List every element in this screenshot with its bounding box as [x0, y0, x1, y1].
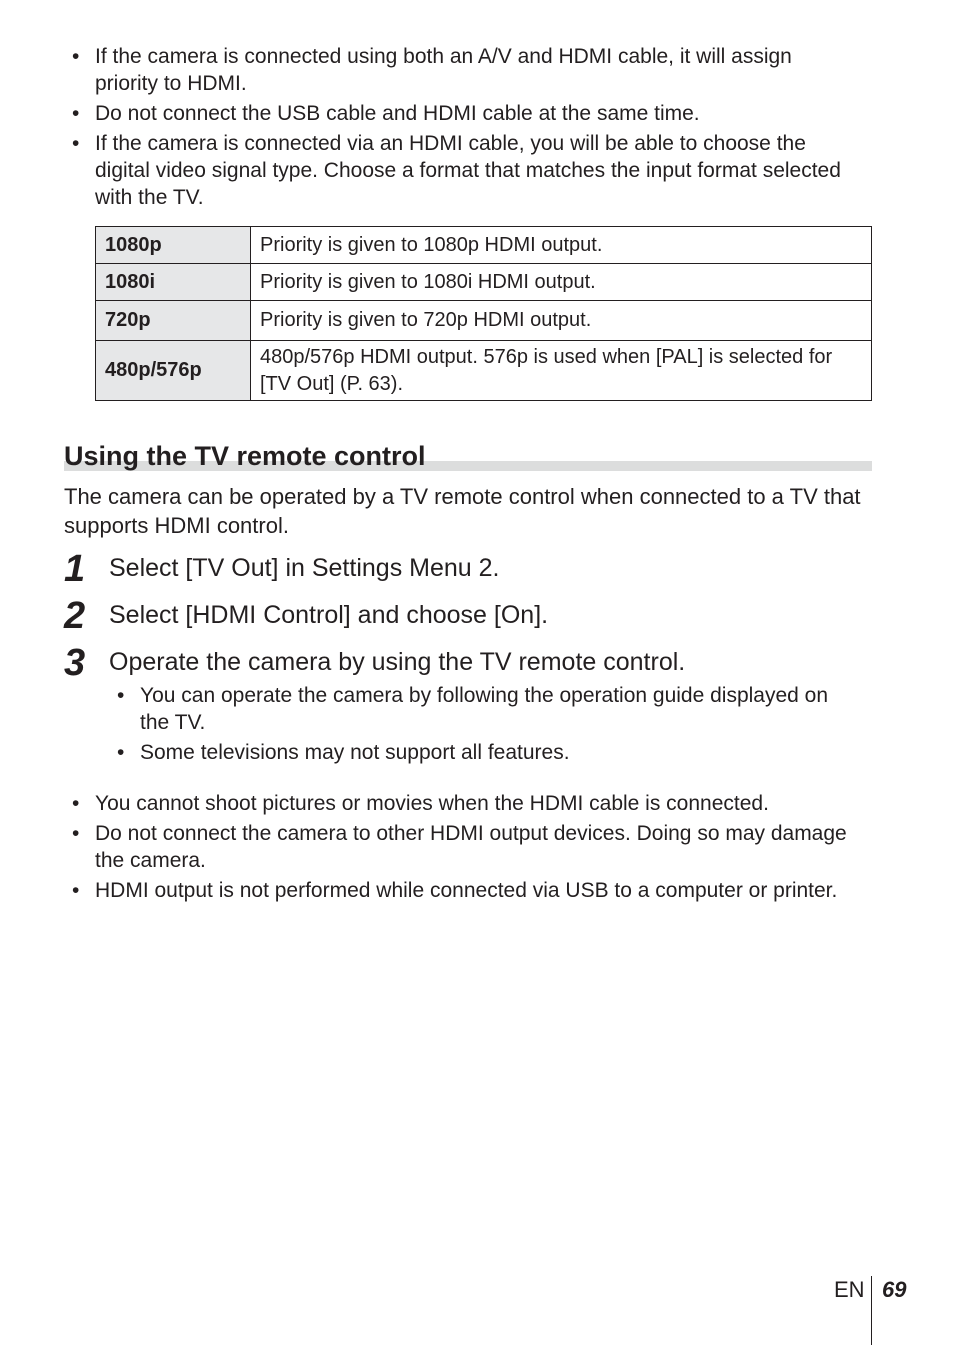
- list-item: [64, 820, 854, 874]
- bullet: •: [117, 741, 125, 764]
- bullet: •: [117, 684, 125, 707]
- list-item: [64, 877, 854, 904]
- bullet: •: [72, 879, 80, 902]
- step-3-notes-list: [109, 682, 859, 769]
- format-key: 1080p: [96, 227, 251, 264]
- section-title: Using the TV remote control: [64, 441, 426, 471]
- format-key: 1080i: [96, 264, 251, 301]
- list-item: [64, 100, 854, 127]
- hdmi-notes-list: [64, 43, 854, 214]
- bullet: •: [72, 45, 80, 68]
- format-description: Priority is given to 1080i HDMI output.: [251, 264, 872, 301]
- format-description: Priority is given to 720p HDMI output.: [251, 301, 872, 341]
- note-text: HDMI output is not performed while connected via USB to a computer or printer.: [95, 879, 838, 902]
- hdmi-format-table: [95, 226, 872, 401]
- note-text: You cannot shoot pictures or movies when the HDMI cable is connected.: [95, 792, 769, 815]
- step-text: Select [HDMI Control] and choose [On].: [109, 601, 549, 629]
- list-item: [64, 790, 854, 817]
- step-number: 3: [64, 642, 86, 684]
- format-key: 480p/576p: [96, 341, 251, 401]
- list-item: [64, 43, 854, 97]
- format-key: 720p: [96, 301, 251, 341]
- step-text: Select [TV Out] in Settings Menu 2.: [109, 554, 500, 582]
- list-item: [64, 130, 854, 211]
- note-text: You can operate the camera by following the operation guide displayed on the TV.: [140, 684, 829, 734]
- footer-divider: [871, 1276, 872, 1345]
- table-row: [96, 341, 872, 401]
- format-description: 480p/576p HDMI output. 576p is used when [PAL] is selected for [TV Out] (P. 63).: [251, 341, 872, 401]
- note-text: Do not connect the camera to other HDMI output devices. Doing so may damage the camera.: [95, 822, 847, 872]
- list-item: [109, 682, 859, 736]
- note-text: If the camera is connected using both an A/V and HDMI cable, it will assign priority to HDMI.: [95, 45, 792, 95]
- bullet: •: [72, 792, 80, 815]
- footer-language: EN: [834, 1277, 865, 1302]
- table-row: [96, 227, 872, 264]
- step-text: Operate the camera by using the TV remote control.: [109, 648, 686, 676]
- step-number: 2: [64, 595, 86, 637]
- bullet: •: [72, 132, 80, 155]
- list-item: [109, 739, 859, 766]
- caution-notes-list: [64, 790, 854, 907]
- bullet: •: [72, 822, 80, 845]
- table-row: [96, 301, 872, 341]
- table-row: [96, 264, 872, 301]
- step-number: 1: [64, 548, 86, 590]
- page-number: 69: [882, 1277, 907, 1302]
- format-description: Priority is given to 1080p HDMI output.: [251, 227, 872, 264]
- note-text: Do not connect the USB cable and HDMI cable at the same time.: [95, 102, 700, 125]
- note-text: If the camera is connected via an HDMI cable, you will be able to choose the digital video signal type. Choose a format that matches the input format selected with the TV.: [95, 132, 841, 209]
- bullet: •: [72, 102, 80, 125]
- section-intro: The camera can be operated by a TV remote control when connected to a TV that supports HDMI control.: [64, 484, 861, 538]
- note-text: Some televisions may not support all features.: [140, 741, 570, 764]
- section-heading: [64, 438, 872, 472]
